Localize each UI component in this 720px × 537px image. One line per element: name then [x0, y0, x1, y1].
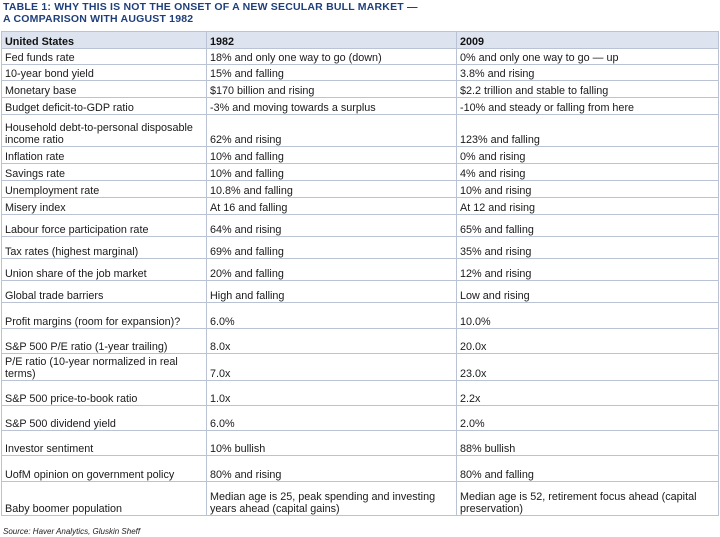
- row-label: UofM opinion on government policy: [2, 456, 207, 482]
- table-row: [2, 281, 719, 303]
- table-row: [2, 482, 719, 516]
- row-label: Budget deficit-to-GDP ratio: [2, 98, 207, 115]
- header-2009: 2009: [457, 32, 719, 49]
- table-row: [2, 81, 719, 98]
- row-label: Tax rates (highest marginal): [2, 237, 207, 259]
- table-title-line-1: TABLE 1: WHY THIS IS NOT THE ONSET OF A NEW SECULAR BULL MARKET —: [3, 1, 418, 13]
- cell-1982: 18% and only one way to go (down): [207, 49, 457, 65]
- row-label: Profit margins (room for expansion)?: [2, 303, 207, 329]
- cell-1982: 7.0x: [207, 354, 457, 381]
- cell-2009: 2.0%: [457, 406, 719, 431]
- table-row: [2, 354, 719, 381]
- row-label: 10-year bond yield: [2, 65, 207, 81]
- row-label: Labour force participation rate: [2, 215, 207, 237]
- cell-1982: 69% and falling: [207, 237, 457, 259]
- cell-1982: -3% and moving towards a surplus: [207, 98, 457, 115]
- cell-1982: 1.0x: [207, 381, 457, 406]
- table-row: [2, 381, 719, 406]
- cell-2009: 4% and rising: [457, 164, 719, 181]
- header-country: United States: [2, 32, 207, 49]
- cell-1982: 10% and falling: [207, 147, 457, 164]
- cell-2009: $2.2 trillion and stable to falling: [457, 81, 719, 98]
- row-label: Savings rate: [2, 164, 207, 181]
- table-row: [2, 259, 719, 281]
- cell-2009: 3.8% and rising: [457, 65, 719, 81]
- table-row: [2, 198, 719, 215]
- row-label: P/E ratio (10-year normalized in real terms): [2, 354, 207, 381]
- cell-1982: High and falling: [207, 281, 457, 303]
- cell-1982: 15% and falling: [207, 65, 457, 81]
- row-label: Inflation rate: [2, 147, 207, 164]
- cell-2009: 2.2x: [457, 381, 719, 406]
- table-row: [2, 237, 719, 259]
- row-label: Unemployment rate: [2, 181, 207, 198]
- cell-2009: 10% and rising: [457, 181, 719, 198]
- cell-1982: 64% and rising: [207, 215, 457, 237]
- cell-1982: 20% and falling: [207, 259, 457, 281]
- row-label: Baby boomer population: [2, 482, 207, 516]
- table-row: [2, 303, 719, 329]
- table-row: [2, 215, 719, 237]
- cell-2009: 23.0x: [457, 354, 719, 381]
- table-row: [2, 329, 719, 354]
- table-row: [2, 147, 719, 164]
- table-row: [2, 406, 719, 431]
- cell-1982: 80% and rising: [207, 456, 457, 482]
- table-header-row: [2, 32, 719, 49]
- cell-2009: 20.0x: [457, 329, 719, 354]
- cell-1982: At 16 and falling: [207, 198, 457, 215]
- row-label: Fed funds rate: [2, 49, 207, 65]
- cell-1982: $170 billion and rising: [207, 81, 457, 98]
- table-row: [2, 65, 719, 81]
- table-row: [2, 115, 719, 147]
- row-label: Global trade barriers: [2, 281, 207, 303]
- table-row: [2, 49, 719, 65]
- cell-1982: 6.0%: [207, 303, 457, 329]
- cell-1982: 10.8% and falling: [207, 181, 457, 198]
- cell-2009: 88% bullish: [457, 431, 719, 456]
- header-1982: 1982: [207, 32, 457, 49]
- row-label: Household debt-to-personal disposable income ratio: [2, 115, 207, 147]
- cell-2009: -10% and steady or falling from here: [457, 98, 719, 115]
- table-title-line-2: A COMPARISON WITH AUGUST 1982: [3, 13, 194, 25]
- row-label: Union share of the job market: [2, 259, 207, 281]
- row-label: Misery index: [2, 198, 207, 215]
- cell-1982: Median age is 25, peak spending and investing years ahead (capital gains): [207, 482, 457, 516]
- source-note: Source: Haver Analytics, Gluskin Sheff: [3, 527, 141, 536]
- cell-2009: 0% and rising: [457, 147, 719, 164]
- cell-2009: Low and rising: [457, 281, 719, 303]
- cell-2009: 123% and falling: [457, 115, 719, 147]
- row-label: Investor sentiment: [2, 431, 207, 456]
- table-title: [3, 1, 718, 25]
- cell-2009: 0% and only one way to go — up: [457, 49, 719, 65]
- row-label: S&P 500 P/E ratio (1-year trailing): [2, 329, 207, 354]
- cell-1982: 10% bullish: [207, 431, 457, 456]
- table-row: [2, 98, 719, 115]
- cell-2009: 35% and rising: [457, 237, 719, 259]
- cell-1982: 10% and falling: [207, 164, 457, 181]
- row-label: Monetary base: [2, 81, 207, 98]
- cell-2009: At 12 and rising: [457, 198, 719, 215]
- table-row: [2, 164, 719, 181]
- row-label: S&P 500 dividend yield: [2, 406, 207, 431]
- cell-1982: 62% and rising: [207, 115, 457, 147]
- cell-1982: 8.0x: [207, 329, 457, 354]
- cell-2009: 12% and rising: [457, 259, 719, 281]
- comparison-table: [1, 31, 719, 516]
- cell-2009: 65% and falling: [457, 215, 719, 237]
- cell-2009: 80% and falling: [457, 456, 719, 482]
- table-row: [2, 456, 719, 482]
- row-label: S&P 500 price-to-book ratio: [2, 381, 207, 406]
- cell-1982: 6.0%: [207, 406, 457, 431]
- cell-2009: Median age is 52, retirement focus ahead (capital preservation): [457, 482, 719, 516]
- cell-2009: 10.0%: [457, 303, 719, 329]
- table-row: [2, 431, 719, 456]
- table-row: [2, 181, 719, 198]
